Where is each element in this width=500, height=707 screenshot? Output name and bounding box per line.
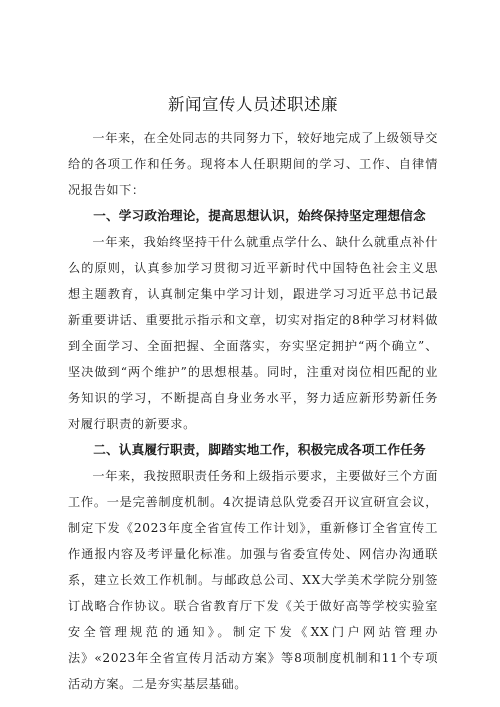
intro-paragraph: 一年来，在全处同志的共同努力下，较好地完成了上级领导交给的各项工作和任务。现将本人任职期间的学习、工作、自律情况报告如下：	[68, 131, 438, 197]
section-1-paragraph: 一年来，我始终坚持干什么就重点学什么、缺什么就重点补什么的原则，认真参加学习贯彻习近平新时代中国特色社会主义思想主题教育，认真制定集中学习计划，跟进学习习近平总书记最新重要讲话、重要批示指示和文章，切实对指定的8种学习材料做到全面学习、全面把握、全面落实，夯实坚定拥护“两个确立”、坚决做到“两个维护”的思想根基。同时，注重对岗位相匹配的业务知识的学习，不断提高自身业务水平，努力适应新形势新任务对履行职责的新要求。	[68, 235, 438, 431]
section-1-heading: 一、学习政治理论，提高思想认识，始终保持坚定理想信念	[93, 208, 426, 223]
section-2-heading: 二、认真履行职责，脚踏实地工作，积极完成各项工作任务	[93, 442, 426, 457]
document-title: 新闻宣传人员述职述廉	[168, 95, 338, 114]
section-2-paragraph: 一年来，我按照职责任务和上级指示要求，主要做好三个方面工作。一是完善制度机制。4次提请总队党委召开议宣研宣会议，制定下发《2023年度全省宣传工作计划》，重新修订全省宣传工作通报内容及考评量化标准。加强与省委宣传处、网信办沟通联系，建立长效工作机制。与邮政总公司、XX大学美术学院分别签订战略合作协议。联合省教育厅下发《关于做好高等学校实验室安全管理规范的通知》。制定下发《XX门户网站管理办法》«2023年全省宣传月活动方案》等8项制度机制和11个专项活动方案。二是夯实基层基础。	[68, 469, 438, 691]
